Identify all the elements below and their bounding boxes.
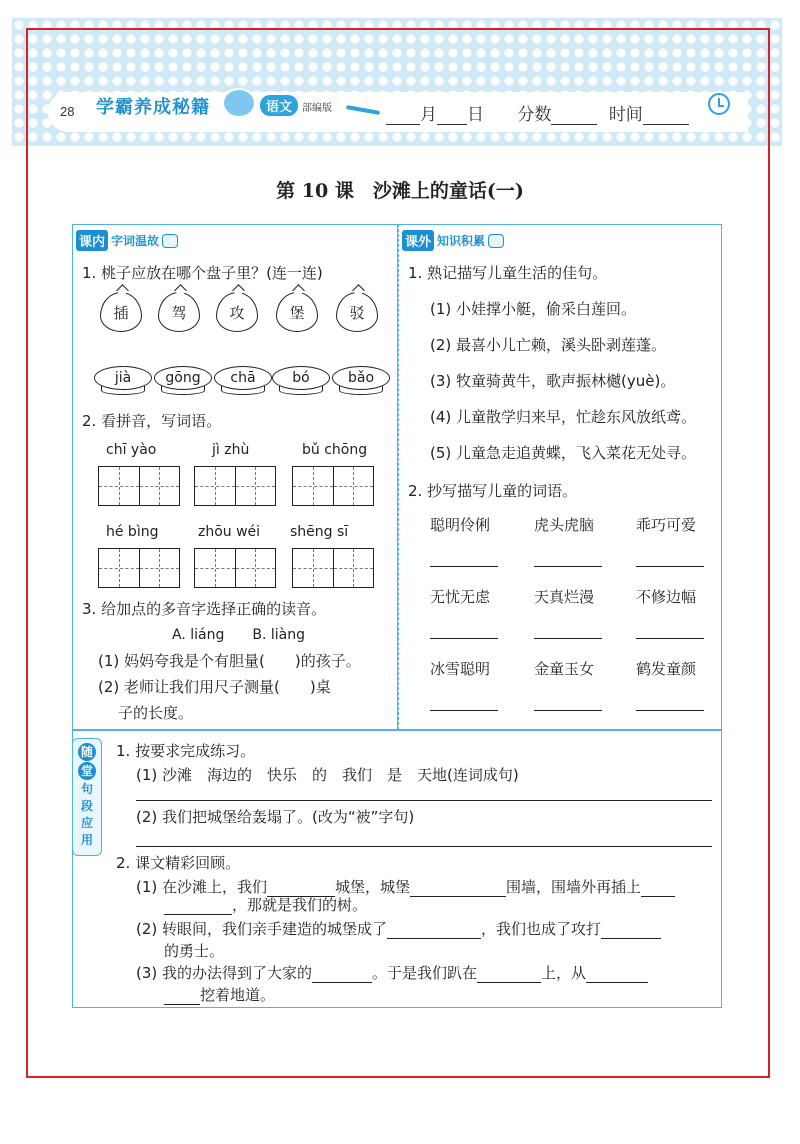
fill-text: 上，从: [541, 964, 587, 982]
writing-grid[interactable]: [98, 548, 180, 588]
verse-line: (5) 儿童急走追黄蝶，飞入菜花无处寻。: [430, 444, 697, 462]
side-char: 句: [80, 782, 93, 796]
practice-q2-2-cont: 的勇士。: [164, 942, 225, 960]
practice-side-label: [72, 738, 102, 856]
question-3: 3. 给加点的多音字选择正确的读音。: [82, 600, 327, 618]
writing-grid[interactable]: [194, 548, 276, 588]
score-blank[interactable]: [551, 109, 597, 125]
peach-item[interactable]: 驾: [158, 292, 200, 332]
time-label: 时间: [608, 105, 643, 125]
fill-text: 挖着地道。: [200, 986, 276, 1004]
verse-line: (2) 最喜小儿亡赖，溪头卧剥莲蓬。: [430, 336, 667, 354]
brand-title: 学霸养成秘籍: [96, 97, 210, 118]
word-item: 天真烂漫: [534, 588, 595, 606]
word-item: 冰雪聪明: [430, 660, 491, 678]
answer-line[interactable]: [636, 638, 704, 639]
practice-q2-2: [136, 918, 661, 939]
reading-options: A. liáng B. liàng: [172, 627, 305, 643]
plate-item[interactable]: gōng: [154, 366, 212, 390]
fill-blank[interactable]: [387, 925, 481, 939]
fill-text: ，我们也成了攻打: [481, 920, 602, 938]
question-1: 1. 桃子应放在哪个盘子里？(连一连): [82, 264, 323, 282]
plate-item[interactable]: bǎo: [332, 366, 390, 390]
fill-text: ，那就是我们的树。: [232, 896, 368, 914]
mascot-icon: [222, 88, 256, 118]
answer-line[interactable]: [534, 566, 602, 567]
word-item: 乖巧可爱: [636, 516, 697, 534]
side-char: 应: [80, 816, 93, 830]
tag-key: 课内: [76, 230, 108, 251]
tag-key: 课外: [402, 230, 434, 251]
side-char: 堂: [78, 762, 96, 780]
answer-line[interactable]: [430, 638, 498, 639]
fill-blank[interactable]: [312, 969, 372, 983]
verse-line: (4) 儿童散学归来早，忙趁东风放纸鸢。: [430, 408, 697, 426]
plate-item[interactable]: chā: [214, 366, 272, 390]
in-class-tag: [76, 230, 178, 251]
pinyin-label: chī yào: [106, 442, 157, 458]
side-char: 随: [78, 743, 96, 761]
fill-blank[interactable]: [601, 925, 661, 939]
verse-line: (1) 小娃撑小艇，偷采白莲回。: [430, 300, 637, 318]
word-item: 不修边幅: [636, 588, 697, 606]
practice-q2: 2. 课文精彩回顾。: [116, 854, 241, 872]
answer-line[interactable]: [136, 846, 712, 847]
answer-line[interactable]: [534, 710, 602, 711]
fill-text: 。于是我们趴在: [372, 964, 478, 982]
fill-text: (3) 我的办法得到了大家的: [136, 964, 313, 982]
answer-line[interactable]: [430, 710, 498, 711]
answer-line[interactable]: [136, 800, 712, 801]
fill-text: 围墙，围墙外再插上: [506, 878, 642, 896]
month-blank[interactable]: [386, 109, 420, 125]
fill-blank[interactable]: [164, 901, 232, 915]
peach-item[interactable]: 堡: [276, 292, 318, 332]
fill-blank[interactable]: [410, 883, 506, 897]
pinyin-label: shēng sī: [290, 524, 349, 540]
subject-badge: 语文: [260, 95, 298, 116]
edition-label: 部编版: [302, 103, 332, 114]
word-item: 聪明伶俐: [430, 516, 491, 534]
question-3-2-cont: 子的长度。: [118, 704, 194, 722]
fill-blank[interactable]: [641, 883, 675, 897]
writing-grid[interactable]: [292, 466, 374, 506]
pinyin-label: bǔ chōng: [302, 442, 368, 458]
fill-blank[interactable]: [477, 969, 541, 983]
lesson-title: 第 10 课 沙滩上的童话(一): [276, 180, 524, 202]
answer-line[interactable]: [636, 710, 704, 711]
writing-grid[interactable]: [194, 466, 276, 506]
practice-q2-3-cont: [164, 984, 275, 1005]
answer-line[interactable]: [534, 638, 602, 639]
writing-grid[interactable]: [292, 548, 374, 588]
fill-blank[interactable]: [164, 991, 200, 1005]
practice-q1-1: (1) 沙滩 海边的 快乐 的 我们 是 天地(连词成句): [136, 766, 519, 784]
book-icon: [488, 234, 504, 248]
peach-item[interactable]: 插: [100, 292, 142, 332]
word-item: 无忧无虑: [430, 588, 491, 606]
clock-icon: [708, 93, 730, 115]
practice-q1-2: (2) 我们把城堡给轰塌了。(改为“被”字句): [136, 808, 415, 826]
question-3-2[interactable]: (2) 老师让我们用尺子测量( )桌: [98, 678, 331, 696]
answer-line[interactable]: [430, 566, 498, 567]
plate-item[interactable]: jià: [94, 366, 152, 390]
plate-item[interactable]: bó: [272, 366, 330, 390]
tag-text: 字词温故: [111, 234, 160, 248]
practice-q2-1-cont: [164, 894, 367, 915]
verse-line: (3) 牧童骑黄牛，歌声振林樾(yuè)。: [430, 372, 676, 390]
writing-grid[interactable]: [98, 466, 180, 506]
time-blank[interactable]: [643, 109, 689, 125]
pinyin-label: zhōu wéi: [198, 524, 261, 540]
word-item: 鹤发童颜: [636, 660, 697, 678]
day-blank[interactable]: [437, 109, 467, 125]
tag-text: 知识积累: [437, 234, 486, 248]
pinyin-label: hé bìng: [106, 524, 159, 540]
question-1: 1. 熟记描写儿童生活的佳句。: [408, 264, 608, 282]
month-label: 月: [420, 105, 437, 125]
fill-text: (2) 转眼间，我们亲手建造的城堡成了: [136, 920, 388, 938]
word-item: 金童玉女: [534, 660, 595, 678]
day-label: 日: [467, 105, 484, 125]
fill-text: 城堡，城堡: [335, 878, 411, 896]
word-item: 虎头虎脑: [534, 516, 595, 534]
practice-q1: 1. 按要求完成练习。: [116, 742, 256, 760]
question-2: 2. 抄写描写儿童的词语。: [408, 482, 578, 500]
question-2: 2. 看拼音，写词语。: [82, 412, 222, 430]
fill-text: (1) 在沙滩上，我们: [136, 878, 268, 896]
practice-q2-3: [136, 962, 648, 983]
book-icon: [162, 234, 178, 248]
answer-line[interactable]: [636, 566, 704, 567]
pinyin-label: jì zhù: [212, 442, 250, 458]
extracurricular-tag: [402, 230, 504, 251]
peach-item[interactable]: 驳: [336, 292, 378, 332]
side-char: 段: [80, 799, 93, 813]
page-number: 28: [60, 104, 75, 119]
peach-item[interactable]: 攻: [216, 292, 258, 332]
score-label: 分数: [517, 105, 552, 125]
fill-blank[interactable]: [586, 969, 648, 983]
header-fields: [386, 100, 689, 125]
side-char: 用: [80, 833, 93, 847]
question-3-1[interactable]: (1) 妈妈夸我是个有胆量( )的孩子。: [98, 652, 361, 670]
